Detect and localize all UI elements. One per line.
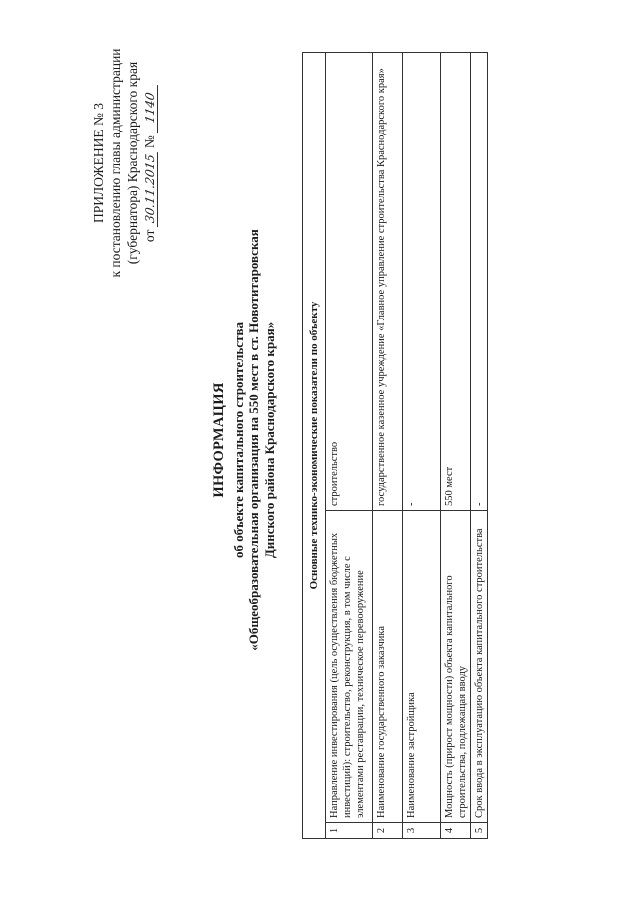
row-indicator: Наименование застройщика	[403, 510, 440, 822]
table-row	[470, 53, 487, 838]
row-indicator: Наименование государственного заказчика	[373, 510, 402, 822]
row-number: 4	[441, 822, 470, 838]
document-subtitle-1: об объекте капитального строительства	[230, 322, 246, 558]
appendix-title: ПРИЛОЖЕНИЕ № 3	[91, 102, 106, 224]
appendix-line-decree: к постановлению главы администрации	[108, 48, 123, 278]
table-row	[440, 53, 470, 838]
row-number: 5	[471, 822, 487, 838]
number-label: №	[142, 135, 157, 149]
row-value: государственное казенное учреждение «Главное управление строительства Краснодарского края»	[376, 68, 387, 506]
row-indicator: Мощность (прирост мощности) объекта капитального строительства, подлежащая вводу	[441, 510, 470, 822]
row-value: строительство	[329, 441, 340, 506]
table-row	[372, 53, 402, 838]
table-row	[402, 53, 440, 838]
appendix-line-governor: (губернатора) Краснодарского края	[125, 61, 140, 265]
indicators-table	[302, 52, 488, 839]
row-number: 1	[326, 822, 372, 838]
appendix-header	[90, 13, 158, 313]
row-indicator: Срок ввода в эксплуатацию объекта капитального строительства	[471, 510, 487, 822]
handwritten-date: 30.11.2015	[144, 150, 158, 227]
document-title: ИНФОРМАЦИЯ	[211, 382, 227, 498]
handwritten-number: 1140	[144, 83, 158, 133]
document-subtitle-2: «Общеобразовательная организация на 550 мест в ст. Новотитаровская	[246, 229, 261, 651]
table-row	[325, 53, 372, 838]
table-caption: Основные технико-экономические показатели по объекту	[303, 53, 326, 838]
row-value: -	[406, 502, 417, 506]
row-value: 550 мест	[444, 466, 455, 506]
row-indicator: Направление инвестирования (цель осуществления бюджетных инвестиций): строительство, реконструкция, в том числе с элементами реставрации, техническое перевооружение	[326, 510, 372, 822]
row-value: -	[474, 502, 485, 506]
appendix-date-number	[141, 13, 158, 313]
from-label: от	[142, 229, 157, 243]
row-number: 2	[373, 822, 402, 838]
document-subtitle-3: Динского района Краснодарского края»	[261, 321, 277, 559]
row-number: 3	[403, 822, 440, 838]
document-title-block	[212, 220, 277, 660]
